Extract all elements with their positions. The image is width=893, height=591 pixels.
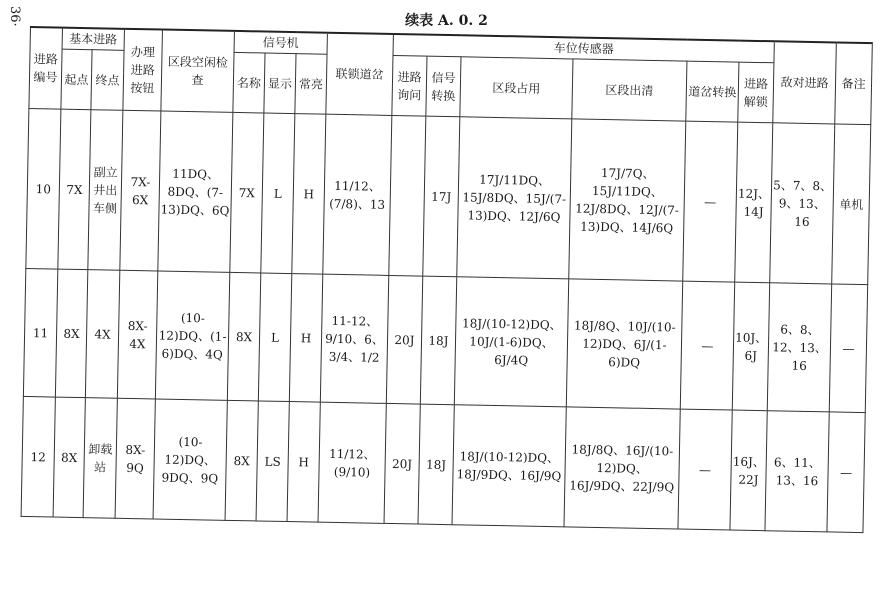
cell-release: 10J、6J xyxy=(732,282,770,411)
cell-sig-normal: H xyxy=(292,114,326,275)
cell-occupied: 18J/(10-12)DQ、10J/(1-6)DQ、6J/4Q xyxy=(454,277,568,407)
header-remark: 备注 xyxy=(835,42,873,124)
header-section-check: 区段空闲检查 xyxy=(161,30,235,113)
cell-release: 12J、14J xyxy=(735,122,773,283)
cell-end: 副立井出车侧 xyxy=(88,110,123,271)
header-route-no: 进路编号 xyxy=(29,27,63,109)
cell-sig-name: 8X xyxy=(227,272,260,401)
cell-end: 卸载站 xyxy=(83,398,117,519)
cell-no: 11 xyxy=(23,268,57,397)
table-row xyxy=(23,268,867,412)
header-turnout-switch: 道岔转换 xyxy=(686,61,739,122)
cell-start: 8X xyxy=(53,397,85,518)
cell-remark: 单机 xyxy=(832,124,871,285)
cell-clear: 17J/7Q、15J/11DQ、12J/8DQ、12J/(7-13)DQ、14J/6Q xyxy=(569,119,686,281)
header-signal-switch: 信号转换 xyxy=(426,56,461,117)
cell-interlock: 11-12、9/10、6、3/4、1/2 xyxy=(320,274,388,403)
table-caption: 续表 A. 0. 2 xyxy=(405,13,488,29)
cell-sig-display: LS xyxy=(256,401,289,522)
cell-check: (10-12)DQ、9DQ、9Q xyxy=(153,399,227,520)
cell-sig-switch: 18J xyxy=(418,404,454,525)
cell-remark: — xyxy=(827,412,865,533)
cell-sig-normal: H xyxy=(289,274,322,403)
header-end: 终点 xyxy=(91,50,124,111)
cell-sig-name: 7X xyxy=(230,112,264,273)
cell-button: 8X-4X xyxy=(117,270,157,399)
header-sig-display: 显示 xyxy=(264,53,296,114)
header-start: 起点 xyxy=(61,49,92,110)
cell-query: 20J xyxy=(386,275,422,404)
cell-occupied: 18J/(10-12)DQ、18J/9DQ、16J/9Q xyxy=(452,405,566,527)
header-conflict: 敌对进路 xyxy=(773,41,837,124)
cell-turnout: — xyxy=(678,409,732,530)
cell-conflict: 6、11、13、16 xyxy=(765,411,829,532)
cell-button: 7X-6X xyxy=(120,110,161,271)
cell-start: 7X xyxy=(58,109,91,270)
cell-end: 4X xyxy=(85,270,119,399)
cell-remark: — xyxy=(829,284,867,413)
header-section-occupied: 区段占用 xyxy=(460,57,573,119)
table-row xyxy=(21,396,865,532)
route-table xyxy=(21,26,873,533)
header-section-clear: 区段出清 xyxy=(572,59,687,121)
cell-conflict: 6、8、12、13、16 xyxy=(767,283,831,412)
table-row xyxy=(26,108,871,284)
header-interlock: 联锁道岔 xyxy=(326,33,394,116)
cell-no: 10 xyxy=(26,108,61,269)
cell-query: 20J xyxy=(384,403,420,524)
header-route-release: 进路解锁 xyxy=(738,62,774,123)
header-sig-name: 名称 xyxy=(233,52,265,113)
cell-button: 8X-9Q xyxy=(115,398,155,519)
header-sensor: 车位传感器 xyxy=(393,34,774,63)
header-basic-route: 基本进路 xyxy=(62,28,124,51)
header-sig-normal: 常亮 xyxy=(295,54,327,115)
header-button: 办理进路按钮 xyxy=(123,29,163,111)
cell-turnout: — xyxy=(680,281,734,410)
cell-query xyxy=(389,115,426,276)
route-table-sheet xyxy=(21,26,873,533)
cell-turnout: — xyxy=(683,121,738,282)
header-signal: 信号机 xyxy=(234,31,327,54)
cell-sig-switch: 17J xyxy=(423,116,460,277)
cell-interlock: 11/12、(9/10) xyxy=(318,402,386,523)
cell-sig-normal: H xyxy=(287,402,320,523)
cell-check: 11DQ、8DQ、(7-13)DQ、6Q xyxy=(158,111,233,272)
cell-release: 16J、22J xyxy=(730,410,767,531)
cell-sig-switch: 18J xyxy=(420,276,456,405)
cell-no: 12 xyxy=(21,396,55,517)
cell-conflict: 5、7、8、9、13、16 xyxy=(770,123,835,284)
cell-clear: 18J/8Q、10J/(10-12)DQ、6J/(1-6)DQ xyxy=(566,279,682,409)
cell-occupied: 17J/11DQ、15J/8DQ、15J/(7-13)DQ、12J/6Q xyxy=(457,117,572,279)
cell-sig-display: L xyxy=(261,113,295,274)
cell-start: 8X xyxy=(55,269,87,398)
page-number: 36· xyxy=(7,6,22,27)
cell-interlock: 11/12、(7/8)、13 xyxy=(323,114,392,275)
header-route-query: 进路询问 xyxy=(392,55,427,116)
cell-sig-display: L xyxy=(258,273,291,402)
cell-check: (10-12)DQ、(1-6)DQ、4Q xyxy=(155,271,229,400)
cell-sig-name: 8X xyxy=(225,400,258,521)
cell-clear: 18J/8Q、16J/(10-12)DQ、16J/9DQ、22J/9Q xyxy=(564,407,680,529)
